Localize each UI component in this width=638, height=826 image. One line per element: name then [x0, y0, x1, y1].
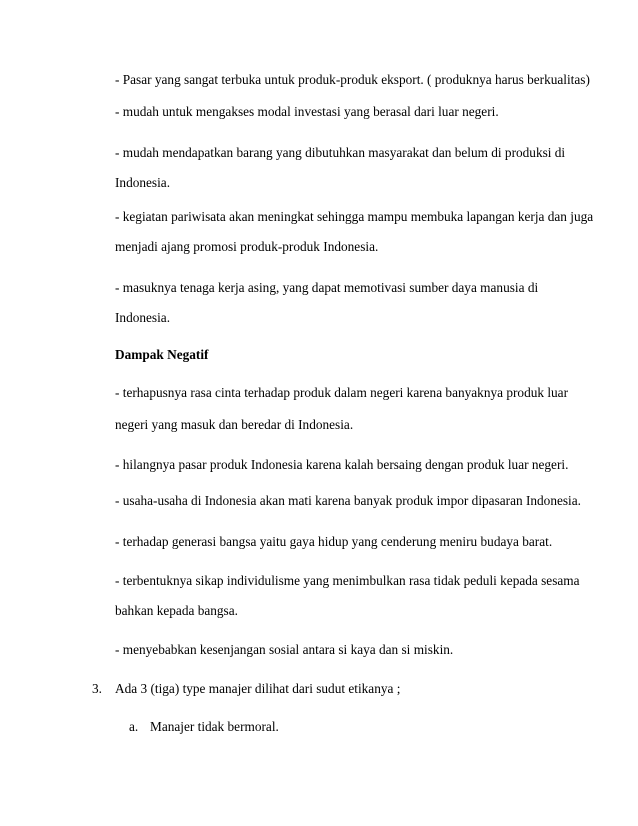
positive-item-tourism-line1: - kegiatan pariwisata akan meningkat sehingga mampu membuka lapangan kerja dan juga: [115, 209, 594, 224]
negative-item-local-love-line1: - terhapusnya rasa cinta terhadap produk dalam negeri karena banyaknya produk luar: [115, 385, 569, 400]
negative-item-lost-market: - hilangnya pasar produk Indonesia karena kalah bersaing dengan produk luar negeri.: [115, 457, 569, 472]
positive-item-tourism-line2: menjadi ajang promosi produk-produk Indonesia.: [115, 239, 379, 254]
list-number-3: 3.: [92, 681, 102, 696]
negative-item-western-lifestyle: - terhadap generasi bangsa yaitu gaya hidup yang cenderung meniru budaya barat.: [115, 534, 553, 549]
negative-item-social-gap: - menyebabkan kesenjangan sosial antara si kaya dan si miskin.: [115, 642, 454, 657]
positive-item-goods-access-line2: Indonesia.: [115, 175, 171, 190]
negative-item-individualism-line1: - terbentuknya sikap individulisme yang menimbulkan rasa tidak peduli kepada sesama: [115, 573, 580, 588]
positive-item-investment-capital: - mudah untuk mengakses modal investasi yang berasal dari luar negeri.: [115, 104, 499, 119]
positive-item-foreign-workers-line1: - masuknya tenaga kerja asing, yang dapat memotivasi sumber daya manusia di: [115, 280, 539, 295]
sub-item-immoral-manager: Manajer tidak bermoral.: [150, 719, 279, 734]
numbered-item-manager-types: Ada 3 (tiga) type manajer dilihat dari sudut etikanya ;: [115, 681, 401, 696]
negative-item-businesses-die: - usaha-usaha di Indonesia akan mati karena banyak produk impor dipasaran Indonesia.: [115, 493, 581, 508]
positive-item-export-market: - Pasar yang sangat terbuka untuk produk-produk eksport. ( produknya harus berkualitas): [115, 72, 590, 87]
negative-item-local-love-line2: negeri yang masuk dan beredar di Indonesia.: [115, 417, 354, 432]
negative-impact-heading: Dampak Negatif: [115, 347, 209, 362]
positive-item-goods-access-line1: - mudah mendapatkan barang yang dibutuhkan masyarakat dan belum di produksi di: [115, 145, 566, 160]
negative-item-individualism-line2: bahkan kepada bangsa.: [115, 603, 238, 618]
positive-item-foreign-workers-line2: Indonesia.: [115, 310, 171, 325]
list-letter-a: a.: [129, 719, 139, 734]
